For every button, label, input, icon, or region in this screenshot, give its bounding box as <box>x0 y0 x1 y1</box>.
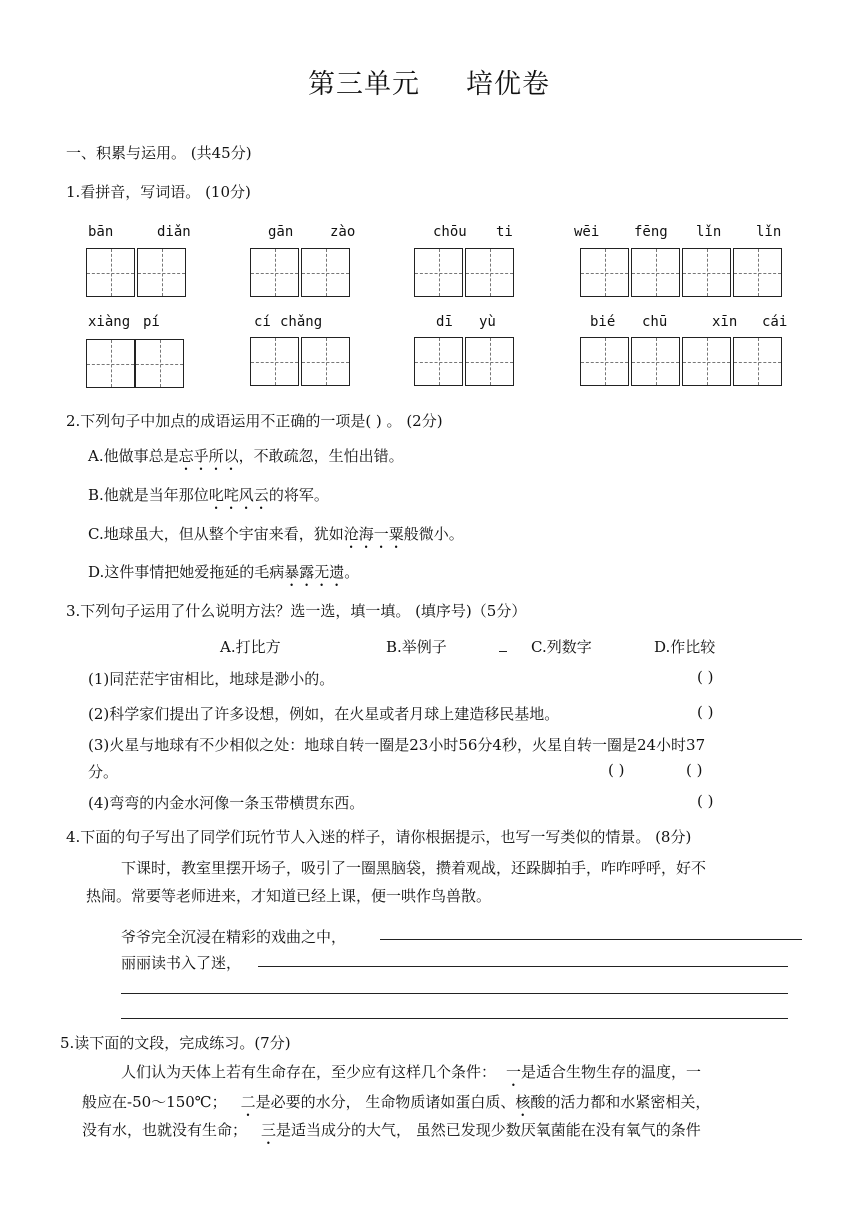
writing-box[interactable] <box>250 337 299 386</box>
writing-box[interactable] <box>682 248 731 297</box>
writing-box[interactable] <box>465 337 514 386</box>
writing-box[interactable] <box>135 339 184 388</box>
answer-paren[interactable]: ( ) <box>686 761 703 779</box>
choice-mark <box>497 638 509 656</box>
pinyin-label: chōu <box>433 224 467 240</box>
choice-d: D.作比较 <box>654 638 716 656</box>
option-c: C.地球虽大，但从整个宇宙来看，犹如沧海一粟般微小。 <box>88 525 464 543</box>
answer-paren[interactable]: ( ) <box>697 668 714 686</box>
pinyin-label: fēng <box>634 224 668 240</box>
option-b: B.他就是当年那位叱咤风云的将军。 <box>88 486 329 504</box>
choice-a: A.打比方 <box>220 638 281 656</box>
writing-box[interactable] <box>137 248 186 297</box>
pinyin-label: yù <box>479 314 496 330</box>
writing-box[interactable] <box>580 337 629 386</box>
question-4-stem: 4.下面的句子写出了同学们玩竹节人入迷的样子，请你根据提示，也写一写类似的情景。 (8分) <box>66 828 692 846</box>
pinyin-label: cái <box>762 314 788 330</box>
pinyin-label: dī <box>436 314 453 330</box>
q3-item-1: (1)同茫茫宇宙相比，地球是渺小的。 <box>88 670 335 688</box>
pinyin-label: gān <box>268 224 294 240</box>
pinyin-label: wēi <box>574 224 600 240</box>
writing-box[interactable] <box>86 339 135 388</box>
writing-box[interactable] <box>250 248 299 297</box>
writing-box[interactable] <box>580 248 629 297</box>
question-2-stem: 2.下列句子中加点的成语运用不正确的一项是( ) 。 (2分) <box>66 412 443 430</box>
question-3-stem: 3.下列句子运用了什么说明方法？选一选，填一填。 (填序号)（5分） <box>66 602 527 620</box>
writing-box[interactable] <box>414 337 463 386</box>
pinyin-label: ti <box>496 224 513 240</box>
writing-box[interactable] <box>465 248 514 297</box>
dotted-idiom: 暴露无遗 <box>284 563 345 581</box>
dotted-idiom: 叱咤风云 <box>208 486 269 504</box>
pinyin-label: xiàng <box>88 314 131 330</box>
writing-box[interactable] <box>414 248 463 297</box>
writing-box[interactable] <box>733 248 782 297</box>
writing-box[interactable] <box>301 337 350 386</box>
q3-item-3-cont: 分。 <box>88 763 119 781</box>
answer-line[interactable] <box>121 1018 788 1019</box>
option-d: D.这件事情把她爱拖延的毛病暴露无遗。 <box>88 563 360 581</box>
title-unit: 第三单元 <box>308 69 420 100</box>
page-title <box>308 62 550 101</box>
choice-b: B.举例子 <box>386 638 447 656</box>
dotted-idiom: 沧海一粟 <box>343 525 404 543</box>
writing-box[interactable] <box>86 248 135 297</box>
writing-box[interactable] <box>682 337 731 386</box>
answer-paren[interactable]: ( ) <box>697 792 714 810</box>
pinyin-label: lǐn <box>696 224 722 240</box>
option-a: A.他做事总是忘乎所以，不敢疏忽，生怕出错。 <box>88 447 404 465</box>
pinyin-label: bié <box>590 314 616 330</box>
answer-paren[interactable]: ( ) <box>697 703 714 721</box>
section-heading: 一、积累与运用。 (共45分) <box>66 144 252 162</box>
pinyin-label: lǐn <box>756 224 782 240</box>
pinyin-label: bān <box>88 224 114 240</box>
answer-line[interactable] <box>121 993 788 994</box>
passage-line: 下课时，教室里摆开场子，吸引了一圈黑脑袋，攒着观战，还跺脚拍手，咋咋呼呼，好不 <box>121 859 707 877</box>
pinyin-label: diǎn <box>157 224 191 240</box>
writing-box[interactable] <box>733 337 782 386</box>
dotted-idiom: 忘乎所以 <box>178 447 239 465</box>
q3-item-2: (2)科学家们提出了许多设想，例如，在火星或者月球上建造移民基地。 <box>88 705 560 723</box>
pinyin-label: cí <box>254 314 271 330</box>
writing-box[interactable] <box>631 248 680 297</box>
writing-box[interactable] <box>631 337 680 386</box>
pinyin-label: xīn <box>712 314 738 330</box>
pinyin-label: pí <box>143 314 160 330</box>
choice-c: C.列数字 <box>531 638 592 656</box>
answer-line[interactable] <box>380 939 802 940</box>
title-paper: 培优卷 <box>466 69 550 100</box>
q5-passage-line-3: 没有水，也就没有生命； 三是适当成分的大气， 虽然已发现少数厌氧菌能在没有氧气的条件 <box>82 1121 701 1139</box>
q5-passage-line-1: 人们认为天体上若有生命存在，至少应有这样几个条件： 一是适合生物生存的温度，一 <box>121 1063 702 1081</box>
pinyin-label: chū <box>642 314 668 330</box>
q3-item-3: (3)火星与地球有不少相似之处：地球自转一圈是23小时56分4秒，火星自转一圈是24小时37 <box>88 736 706 754</box>
question-1-stem: 1.看拼音，写词语。 (10分) <box>66 183 251 201</box>
writing-prompt: 丽丽读书入了迷， <box>121 954 242 972</box>
question-5-stem: 5.读下面的文段，完成练习。(7分) <box>60 1034 291 1052</box>
passage-line: 热闹。常要等老师进来，才知道已经上课，便一哄作鸟兽散。 <box>86 887 492 905</box>
q5-passage-line-2: 般应在-50～150℃； 二是必要的水分， 生命物质诸如蛋白质、核酸的活力都和水紧密相关， <box>82 1093 711 1111</box>
writing-box[interactable] <box>301 248 350 297</box>
writing-prompt: 爷爷完全沉浸在精彩的戏曲之中， <box>121 928 347 946</box>
answer-line[interactable] <box>258 966 788 967</box>
q3-item-4: (4)弯弯的内金水河像一条玉带横贯东西。 <box>88 794 365 812</box>
pinyin-label: chǎng <box>280 314 323 330</box>
answer-paren[interactable]: ( ) <box>608 761 625 779</box>
pinyin-label: zào <box>330 224 356 240</box>
